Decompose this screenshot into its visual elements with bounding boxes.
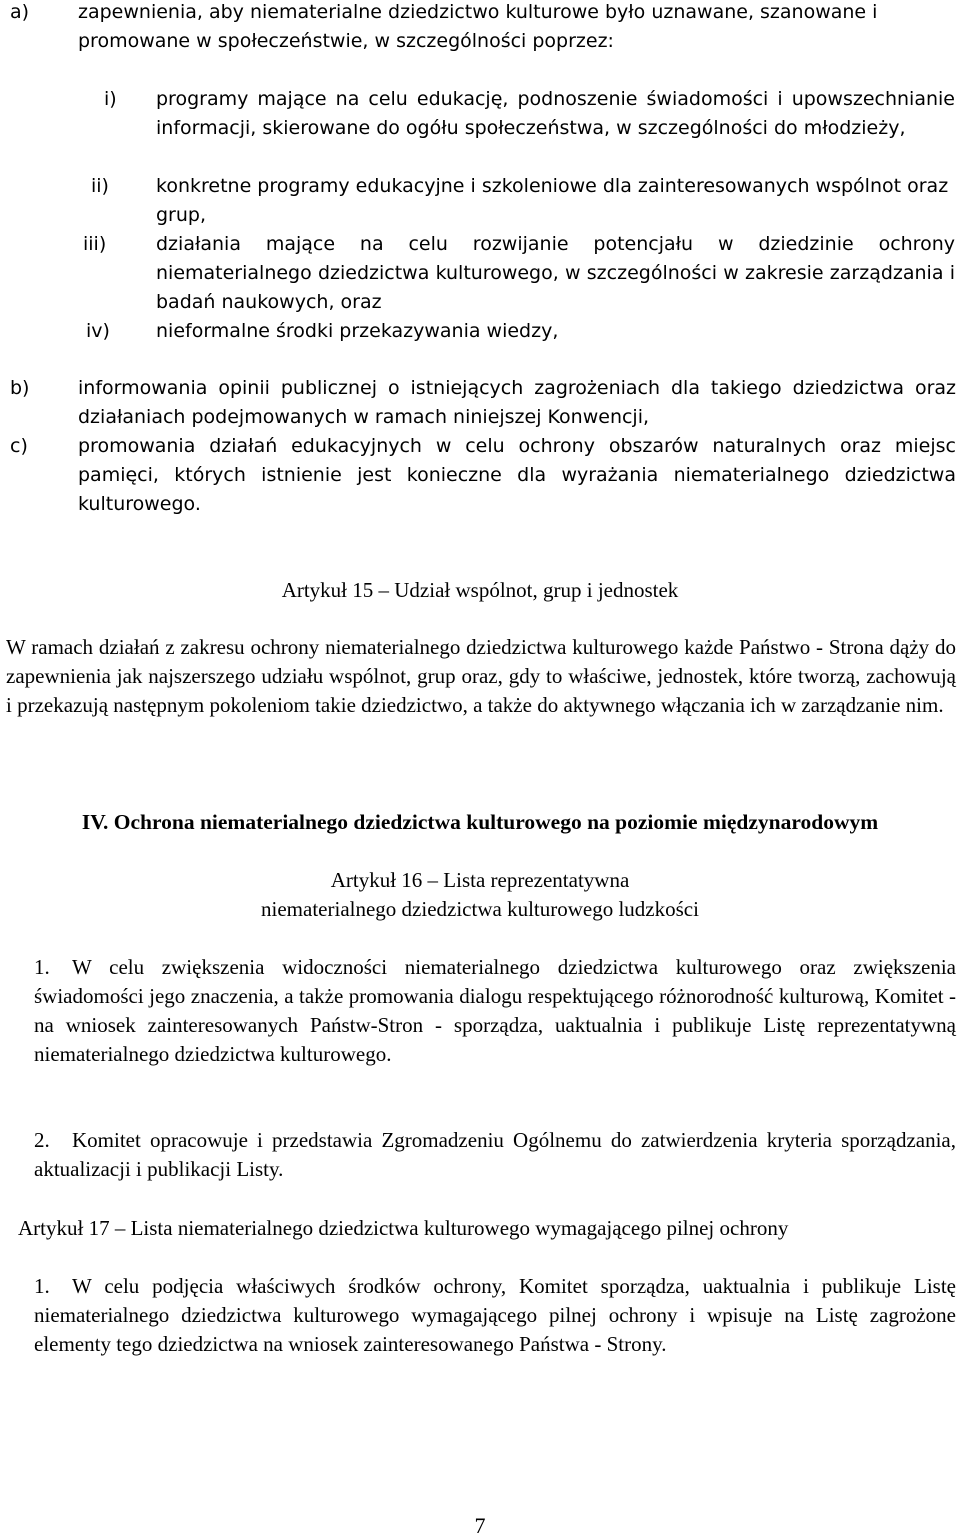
list-label: a) [10,1,30,23]
item-text: W celu podjęcia właściwych środków ochrony, Komitet sporządza, uaktualnia i publikuje Listę niematerialnego dziedzictwa kulturowego wymagającego pilnej ochrony i wpisuje na Listę zagrożone elementy tego dziedzictwa na wniosek zainteresowanego Państwa - Strony. [34,1274,956,1356]
sub-item-iv [86,317,955,346]
sub-item-text: konkretne programy edukacyjne i szkoleniowe dla zainteresowanych wspólnot oraz grup, [156,175,949,226]
article17-title: Artykuł 17 – Lista niematerialnego dziedzictwa kulturowego wymagającego pilnej ochrony [18,1216,789,1240]
sub-item-text: działania mające na celu rozwijanie potencjału w dziedzinie ochrony niematerialnego dziedzictwa kulturowego, w szczególności w zakresie zarządzania i badań naukowych, oraz [156,233,955,313]
sub-item-i [104,85,955,143]
article15-body: W ramach działań z zakresu ochrony niematerialnego dziedzictwa kulturowego każde Państwo - Strona dąży do zapewnienia jak najszerszego udziału wspólnot, grup oraz, gdy to właściwe, jednostek, które tworzą, zachowują i przekazują następnym pokoleniom takie dziedzictwo, a także do aktywnego włączania ich w zarządzanie nim. [6,635,956,717]
sub-item-label: iv) [86,320,110,342]
sub-item-iii [83,230,955,317]
list-text: informowania opinii publicznej o istniejących zagrożeniach dla takiego dziedzictwa oraz działaniach podejmowanych w ramach niniejszej Konwencji, [78,377,956,428]
article16-title-line2: niematerialnego dziedzictwa kulturowego ludzkości [261,897,699,921]
sub-item-label: iii) [83,233,107,255]
sub-item-label: ii) [91,175,109,197]
chapter-heading: IV. Ochrona niematerialnego dziedzictwa kulturowego na poziomie międzynarodowym [81,810,879,834]
article17-item-1: 1. W celu podjęcia właściwych środków ochrony, Komitet sporządza, uaktualnia i publikuje Listę niematerialnego dziedzictwa kulturowego wymagającego pilnej ochrony i wpisuje na Listę zagrożone elementy tego dziedzictwa na wniosek zainteresowanego Państwa - Strony. [34,1272,956,1359]
list-label: b) [10,377,30,399]
page-number: 7 [474,1513,486,1538]
list-item-c [10,432,956,519]
list-item-b [10,374,956,432]
list-text: zapewnienia, aby niematerialne dziedzictwo kulturowe było uznawane, szanowane i promowane w społeczeństwie, w szczególności poprzez: [78,1,878,52]
item-text: W celu zwiększenia widoczności niematerialnego dziedzictwa kulturowego oraz zwiększenia świadomości jego znaczenia, a także promowania dialogu respektującego różnorodność kulturową, Komitet - na wniosek zainteresowanych Państw-Stron - sporządza, uaktualnia i publikuje Listę reprezentatywną niematerialnego dziedzictwa kulturowego. [34,955,956,1066]
item-text: Komitet opracowuje i przedstawia Zgromadzeniu Ogólnemu do zatwierdzenia kryteria sporządzania, aktualizacji i publikacji Listy. [34,1128,956,1181]
sub-item-text: nieformalne środki przekazywania wiedzy, [156,320,559,342]
sub-item-text: programy mające na celu edukację, podnoszenie świadomości i upowszechnianie informacji, skierowane do ogółu społeczeństwa, w szczególności do młodzieży, [156,88,955,139]
article16-title-line1: Artykuł 16 – Lista reprezentatywna [330,868,630,892]
list-item-a [10,0,958,56]
list-label: c) [10,435,28,457]
sub-item-label: i) [104,88,117,110]
list-text: promowania działań edukacyjnych w celu ochrony obszarów naturalnych oraz miejsc pamięci, których istnienie jest konieczne dla wyrażania niematerialnego dziedzictwa kulturowego. [78,435,956,515]
article15-title: Artykuł 15 – Udział wspólnot, grup i jednostek [281,578,679,602]
article16-item-1: 1. W celu zwiększenia widoczności niematerialnego dziedzictwa kulturowego oraz zwiększenia świadomości jego znaczenia, a także promowania dialogu respektującego różnorodność kulturową, Komitet - na wniosek zainteresowanych Państw-Stron - sporządza, uaktualnia i publikuje Listę reprezentatywną niematerialnego dziedzictwa kulturowego. [34,953,956,1069]
sub-item-ii [91,172,955,230]
article16-item-2: 2. Komitet opracowuje i przedstawia Zgromadzeniu Ogólnemu do zatwierdzenia kryteria sporządzania, aktualizacji i publikacji Listy. [34,1126,956,1184]
